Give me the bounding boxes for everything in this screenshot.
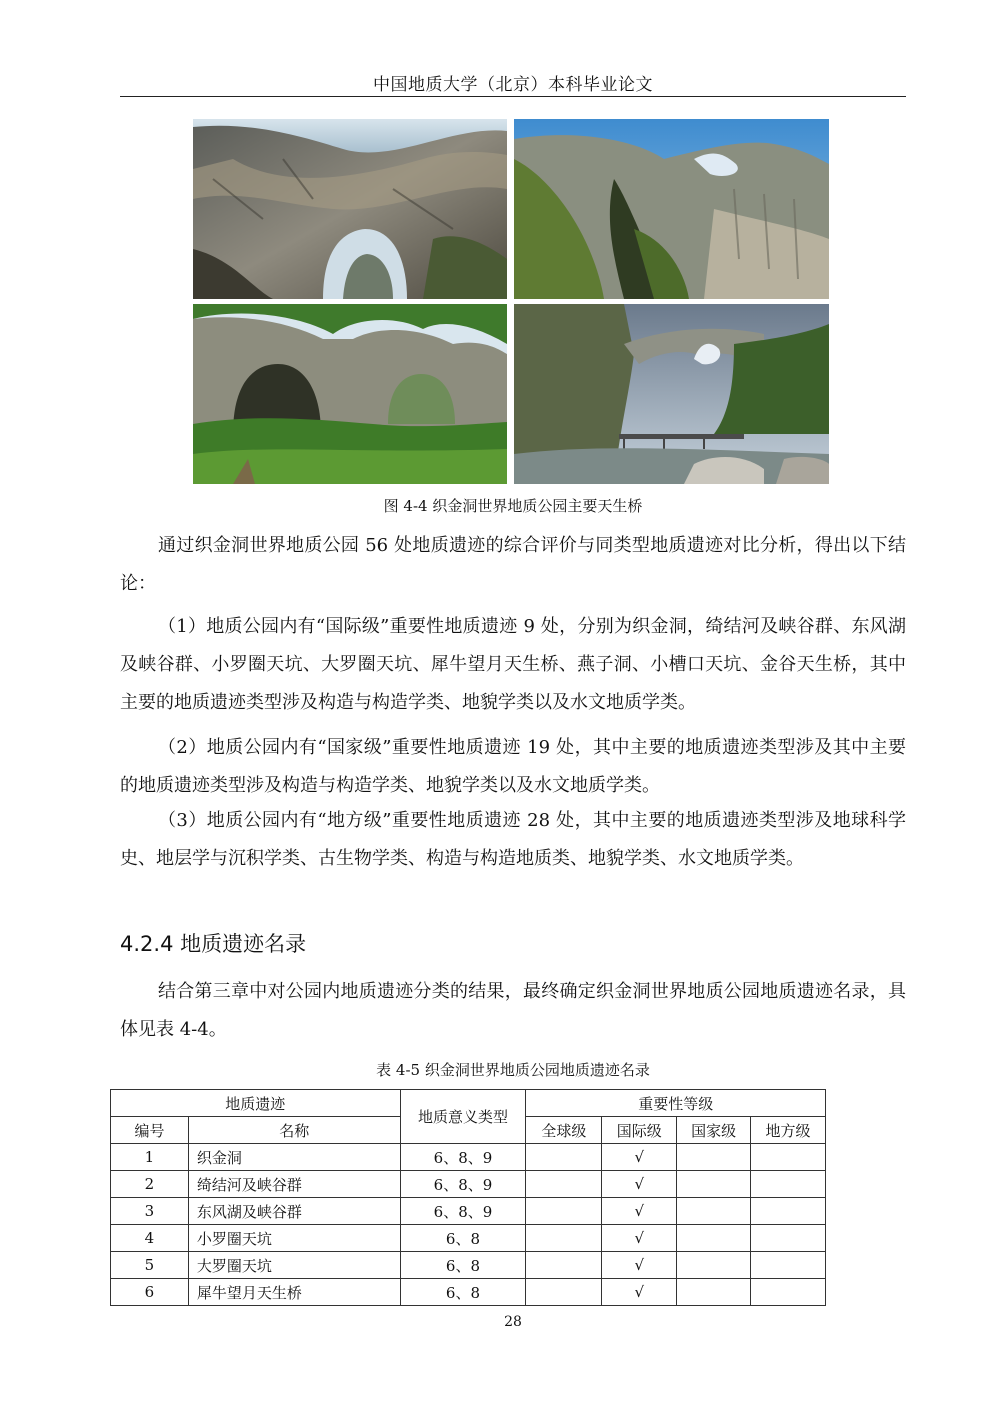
cell-number: 2: [111, 1171, 189, 1198]
cell-name: 犀牛望月天生桥: [188, 1279, 400, 1306]
header-name: 名称: [188, 1117, 400, 1144]
cell-national: [677, 1225, 751, 1252]
figure-caption: 图 4-4 织金洞世界地质公园主要天生桥: [383, 497, 643, 515]
body-paragraph: 结合第三章中对公园内地质遗迹分类的结果，最终确定织金洞世界地质公园地质遗迹名录，具体见表 4-4。: [120, 981, 906, 1040]
table-row: [111, 1198, 826, 1225]
cell-global: [526, 1279, 602, 1306]
cell-name: 大罗圈天坑: [188, 1252, 400, 1279]
body-paragraph: （1）地质公园内有“国际级”重要性地质遗迹 9 处，分别为织金洞，绮结河及峡谷群、东风湖及峡谷群、小罗圈天坑、大罗圈天坑、犀牛望月天生桥、燕子洞、小槽口天坑、金谷天生桥，其中主要的地质遗迹类型涉及构造与构造学类、地貌学类以及水文地质学类。: [120, 616, 906, 713]
cell-type: 6、8、9: [400, 1144, 526, 1171]
header-importance-group: 重要性等级: [526, 1090, 826, 1117]
cell-name: 绮结河及峡谷群: [188, 1171, 400, 1198]
cell-international: √: [602, 1171, 677, 1198]
table-row: [111, 1144, 826, 1171]
cell-number: 1: [111, 1144, 189, 1171]
cell-national: [677, 1198, 751, 1225]
cell-local: [751, 1252, 826, 1279]
cell-local: [751, 1198, 826, 1225]
natural-bridge-photo-1: [193, 119, 507, 299]
cell-international: √: [602, 1198, 677, 1225]
header-local: 地方级: [751, 1117, 826, 1144]
cell-local: [751, 1171, 826, 1198]
cell-global: [526, 1171, 602, 1198]
cell-global: [526, 1144, 602, 1171]
header-geosite-group: 地质遗迹: [111, 1090, 401, 1117]
cell-local: [751, 1279, 826, 1306]
header-number: 编号: [111, 1117, 189, 1144]
cell-national: [677, 1279, 751, 1306]
page-number: 28: [504, 1314, 522, 1330]
cell-type: 6、8: [400, 1252, 526, 1279]
cell-international: √: [602, 1279, 677, 1306]
cell-number: 4: [111, 1225, 189, 1252]
natural-bridge-photo-3: [193, 304, 507, 484]
table-row: [111, 1252, 826, 1279]
cell-number: 6: [111, 1279, 189, 1306]
cell-local: [751, 1225, 826, 1252]
cell-type: 6、8、9: [400, 1171, 526, 1198]
body-paragraph: （3）地质公园内有“地方级”重要性地质遗迹 28 处，其中主要的地质遗迹类型涉及地球科学史、地层学与沉积学类、古生物学类、构造与构造地质类、地貌学类、水文地质学类。: [120, 810, 906, 869]
cell-global: [526, 1198, 602, 1225]
cell-global: [526, 1225, 602, 1252]
table-row: [111, 1225, 826, 1252]
cell-international: √: [602, 1252, 677, 1279]
cell-international: √: [602, 1225, 677, 1252]
natural-bridge-photo-2: [514, 119, 829, 299]
header-global: 全球级: [526, 1117, 602, 1144]
header-national: 国家级: [677, 1117, 751, 1144]
table-row: [111, 1171, 826, 1198]
cell-type: 6、8: [400, 1279, 526, 1306]
cell-number: 5: [111, 1252, 189, 1279]
cell-name: 小罗圈天坑: [188, 1225, 400, 1252]
cell-national: [677, 1144, 751, 1171]
section-heading: 4.2.4 地质遗迹名录: [120, 932, 307, 956]
cell-national: [677, 1171, 751, 1198]
natural-bridge-photo-4: [514, 304, 829, 484]
running-header: 中国地质大学（北京）本科毕业论文: [373, 75, 653, 95]
table-caption: 表 4-5 织金洞世界地质公园地质遗迹名录: [376, 1061, 650, 1079]
cell-number: 3: [111, 1198, 189, 1225]
header-significance-type: 地质意义类型: [400, 1090, 526, 1144]
cell-type: 6、8: [400, 1225, 526, 1252]
cell-name: 东风湖及峡谷群: [188, 1198, 400, 1225]
cell-national: [677, 1252, 751, 1279]
header-rule: [120, 96, 906, 97]
cell-type: 6、8、9: [400, 1198, 526, 1225]
cell-local: [751, 1144, 826, 1171]
cell-international: √: [602, 1144, 677, 1171]
header-international: 国际级: [602, 1117, 677, 1144]
geosite-table: [110, 1089, 826, 1306]
cell-name: 织金洞: [188, 1144, 400, 1171]
body-paragraph: （2）地质公园内有“国家级”重要性地质遗迹 19 处，其中主要的地质遗迹类型涉及其中主要的地质遗迹类型涉及构造与构造学类、地貌学类以及水文地质学类。: [120, 737, 906, 796]
table-row: [111, 1279, 826, 1306]
cell-global: [526, 1252, 602, 1279]
body-paragraph: 通过织金洞世界地质公园 56 处地质遗迹的综合评价与同类型地质遗迹对比分析，得出以下结论：: [120, 535, 906, 594]
